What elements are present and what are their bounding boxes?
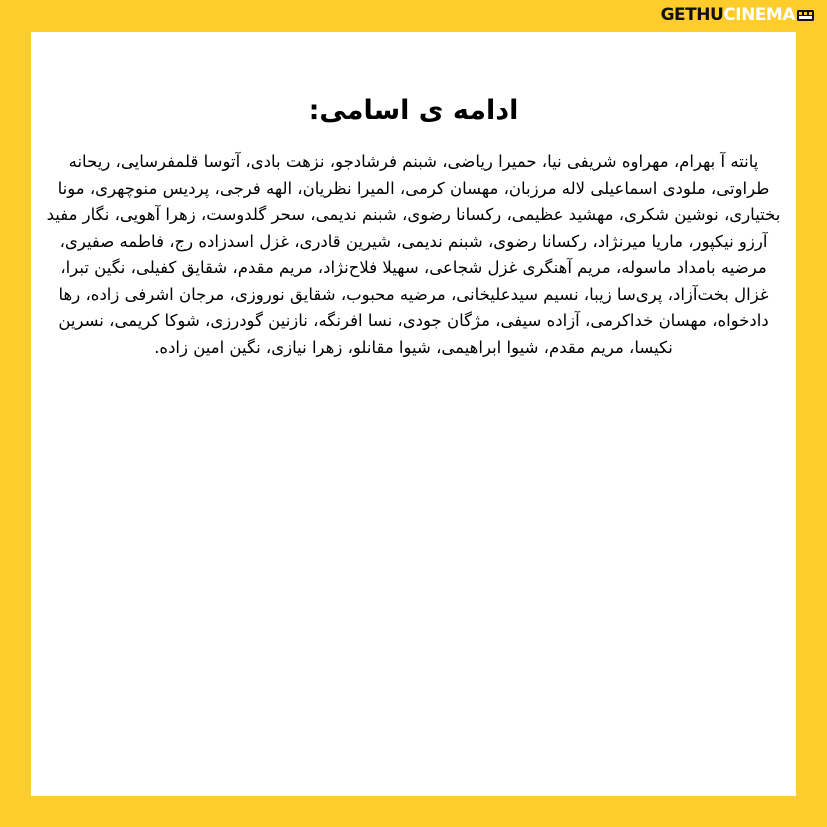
brand-logo	[661, 4, 814, 26]
logo-text-light: CINEMA	[723, 5, 795, 25]
content-card	[31, 32, 796, 796]
names-paragraph: پانته آ بهرام، مهراوه شریفی نیا، حمیرا ریاضی، شبنم فرشادجو، نزهت بادی، آتوسا قلمفرسایی، ریحانه طراوتی، ملودی اسماعیلی لاله مرزبان، مهسان کرمی، المیرا نظریان، الهه فرجی، پردیس منوچهری، مونا بختیاری، نوشین شکری، مهشید عظیمی، رکسانا رضوی، شبنم ندیمی، سحر گلدوست، زهرا آهویی، نگار مفید آرزو نیکپور، ماریا میرنژاد، رکسانا رضوی، شبنم ندیمی، شیرین قادری، غزل اسدزاده رج، فاطمه صفیری، مرضیه بامداد ماسوله، مریم آهنگری غزل شجاعی، سهیلا فلاح‌نژاد، مریم مقدم، شقایق کفیلی، نگین تبرا، غزال بخت‌آزاد، پری‌سا زیبا، نسیم سیدعلیخانی، مرضیه محبوب، شقایق نوروزی، مرجان اشرفی زاده، رها دادخواه، مهسان خداکرمی، آزاده سیفی، مژگان جودی، نسا افرنگه، نازنین گودرزی، شوکا کریمی، نسرین نکیسا، مریم مقدم، شیوا ابراهیمی، شیوا مقانلو، زهرا نیازی، نگین امین زاده.	[46, 152, 781, 357]
page-title: ادامه ی اسامی:	[308, 95, 519, 126]
film-reel-icon	[797, 9, 814, 22]
logo-text-dark: GETHU	[660, 5, 724, 25]
